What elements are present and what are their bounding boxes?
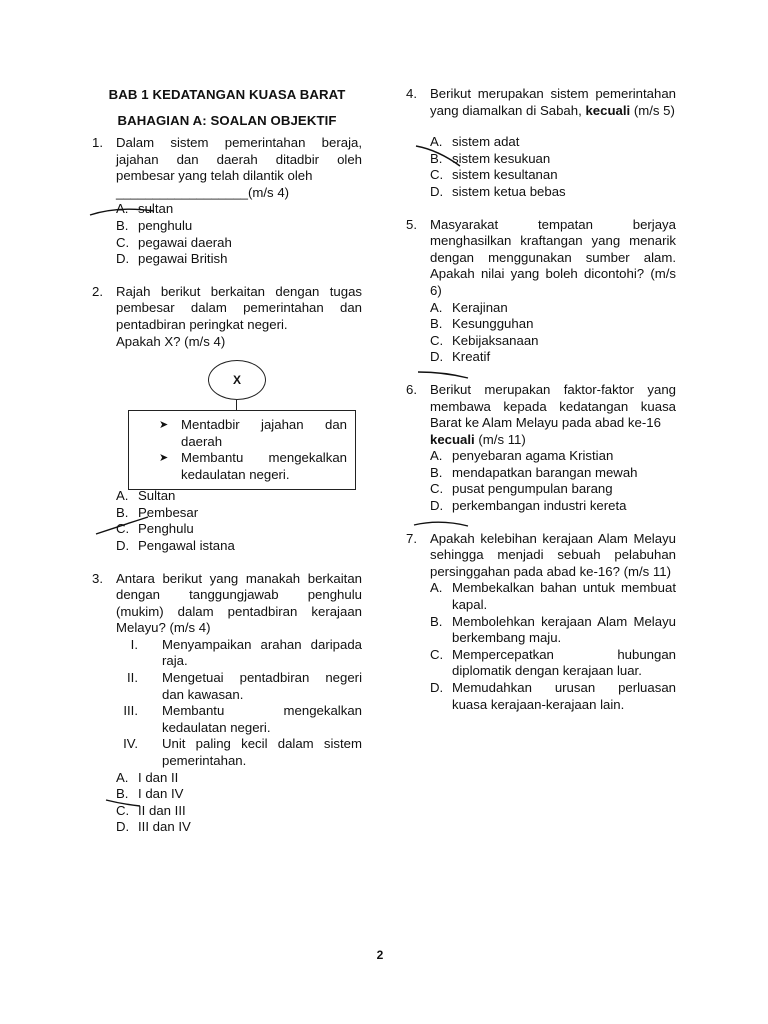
answer-blank: __________________(m/s 4) xyxy=(116,184,290,200)
option-c[interactable]: C. pusat pengumpulan barang xyxy=(430,481,613,497)
option-a[interactable]: A. Sultan xyxy=(116,488,176,504)
option-b[interactable]: B. Membolehkan kerajaan Alam Melayu berkembang maju. xyxy=(430,613,676,646)
option-d[interactable]: D. Kreatif xyxy=(430,349,491,365)
arrow-bullet-icon: ➤ xyxy=(159,419,169,432)
answer-mark-q6 xyxy=(412,517,472,531)
section-title: BAHAGIAN A: SOALAN OBJEKTIF xyxy=(117,113,337,128)
statement: III. Membantu mengekalkan kedaulatan negeri. xyxy=(123,703,362,735)
option-d[interactable]: D. Memudahkan urusan perluasan kuasa kerajaan-kerajaan lain. xyxy=(430,680,676,712)
answer-mark-q1 xyxy=(88,204,158,218)
diagram-oval: X xyxy=(208,360,266,400)
statements xyxy=(92,637,362,770)
question-text: Berikut merupakan sistem pemerintahan yang diamalkan di Sabah, kecuali (m/s 5) xyxy=(430,86,676,118)
option-d[interactable]: D. pegawai British xyxy=(116,251,228,267)
statement: IV. Unit paling kecil dalam sistem pemerintahan. xyxy=(123,736,362,769)
answer-mark-q3 xyxy=(104,795,144,809)
answer-mark-q5 xyxy=(416,368,472,382)
question-7 xyxy=(406,531,676,714)
question-number: 3. xyxy=(92,570,103,586)
page-number: 2 xyxy=(376,948,384,962)
statement: II. Mengetuai pentadbiran negeri dan kawasan. xyxy=(127,670,362,702)
question-text: Dalam sistem pemerintahan beraja, jajahan dan daerah ditadbir oleh pembesar yang telah dilantik oleh xyxy=(116,135,362,184)
option-d[interactable]: D. perkembangan industri kereta xyxy=(430,498,627,514)
question-text: Antara berikut yang manakah berkaitan dengan tanggungjawab penghulu (mukim) dalam pentadbiran kerajaan Melayu? (m/s 4) xyxy=(116,570,362,636)
option-a[interactable]: A. Kerajinan xyxy=(430,299,508,315)
question-3 xyxy=(92,571,362,637)
question-text: Rajah berikut berkaitan dengan tugas pembesar dalam pemerintahan dan pentadbiran peringkat negeri. xyxy=(116,283,362,332)
question-text: Masyarakat tempatan berjaya menghasilkan kraftangan yang menarik dengan menggunakan sumber alam. Apakah nilai yang boleh dicontohi? (m/s 6) xyxy=(430,216,676,298)
question-number: 2. xyxy=(92,283,103,299)
question-number: 4. xyxy=(406,86,417,101)
question-1 xyxy=(92,135,362,268)
keyword-kecuali: kecuali xyxy=(430,431,475,447)
question-text: Apakah kelebihan kerajaan Alam Melayu sehingga menjadi sebuah pelabuhan persinggahan pada abad ke-16? (m/s 11) xyxy=(430,530,676,579)
option-b[interactable]: B. Pembesar xyxy=(116,504,199,520)
option-d[interactable]: D. Pengawal istana xyxy=(116,537,235,553)
option-a[interactable]: A. penyebaran agama Kristian xyxy=(430,448,614,464)
diagram-bullet: ➤ Mentadbir jajahan dan daerah xyxy=(159,417,347,449)
option-b[interactable]: B. mendapatkan barangan mewah xyxy=(430,464,638,480)
answer-mark-q2 xyxy=(94,514,154,536)
option-b[interactable]: B. I dan IV xyxy=(116,786,184,802)
option-c[interactable]: C. sistem kesultanan xyxy=(430,167,558,183)
option-a[interactable]: A. sultan xyxy=(116,201,174,217)
question-number: 5. xyxy=(406,216,417,232)
keyword-kecuali: kecuali xyxy=(585,102,631,118)
diagram-box xyxy=(128,410,356,490)
diagram-connector xyxy=(236,400,237,410)
question-number: 6. xyxy=(406,381,417,397)
option-b[interactable]: B. penghulu xyxy=(116,217,193,233)
statement: I. Menyampaikan arahan daripada raja. xyxy=(130,636,362,669)
option-d[interactable]: D. III dan IV xyxy=(116,819,191,835)
option-c[interactable]: C. Penghulu xyxy=(116,521,194,537)
right-column xyxy=(406,86,676,713)
left-column xyxy=(92,86,362,836)
option-a[interactable]: A. sistem adat xyxy=(430,134,520,150)
option-c[interactable]: C. II dan III xyxy=(116,802,186,818)
option-b[interactable]: B. Kesungguhan xyxy=(430,316,534,332)
question-6: 6. Berikut merupakan faktor-faktor yang membawa kepada kedatangan kuasa Barat ke Alam Melayu pada abad ke-16 kecuali (m/s 11) A. penyebaran agama Kristian B. mendapatkan barangan mewah C. pusat pengumpulan barang D. perkembangan industri kereta xyxy=(406,381,676,514)
option-c[interactable]: C. Kebijaksanaan xyxy=(430,332,539,348)
answer-mark-q4 xyxy=(414,144,470,170)
question-5 xyxy=(406,217,676,366)
option-c[interactable]: C. Mempercepatkan hubungan diplomatik dengan kerajaan luar. xyxy=(430,646,676,679)
question-number: 7. xyxy=(406,530,417,546)
diagram-bullet: ➤ Membantu mengekalkan kedaulatan negeri. xyxy=(159,450,347,482)
option-b[interactable]: B. sistem kesukuan xyxy=(430,150,551,166)
question-text: Berikut merupakan faktor-faktor yang membawa kepada kedatangan kuasa Barat ke Alam Melayu pada abad ke-16 xyxy=(430,381,676,431)
arrow-bullet-icon: ➤ xyxy=(159,452,169,465)
question-prompt: Apakah X? (m/s 4) xyxy=(116,333,226,349)
chapter-title: BAB 1 KEDATANGAN KUASA BARAT xyxy=(108,87,346,102)
option-a[interactable]: A. I dan II xyxy=(116,769,179,785)
question-2 xyxy=(92,284,362,350)
option-c[interactable]: C. pegawai daerah xyxy=(116,234,232,250)
diagram xyxy=(92,360,362,480)
option-d[interactable]: D. sistem ketua bebas xyxy=(430,183,566,199)
question-number: 1. xyxy=(92,135,103,150)
option-a[interactable]: A. Membekalkan bahan untuk membuat kapal. xyxy=(430,580,676,613)
